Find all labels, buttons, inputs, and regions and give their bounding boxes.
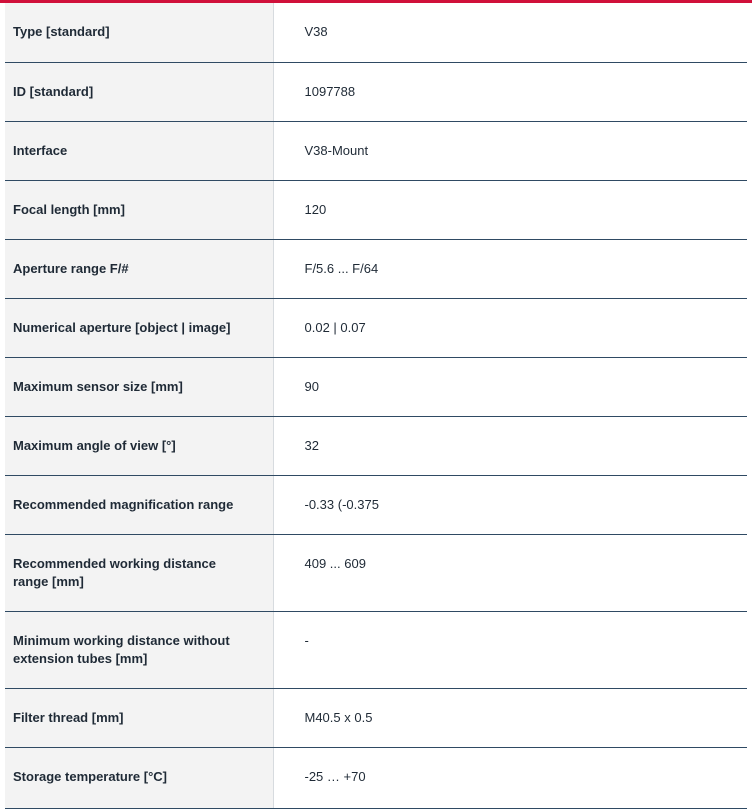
row-value: V38 — [273, 3, 747, 62]
row-value: 120 — [273, 180, 747, 239]
table-row — [5, 534, 747, 611]
row-value: - — [273, 611, 747, 688]
row-label: Storage temperature [°C] — [5, 747, 273, 808]
table-row — [5, 747, 747, 808]
table-row — [5, 611, 747, 688]
table-row — [5, 121, 747, 180]
row-label: Maximum sensor size [mm] — [5, 357, 273, 416]
row-value: 409 ... 609 — [273, 534, 747, 611]
row-label: Type [standard] — [5, 3, 273, 62]
row-value: 32 — [273, 416, 747, 475]
row-value: 1097788 — [273, 62, 747, 121]
row-value: V38-Mount — [273, 121, 747, 180]
row-label: Minimum working distance without extension tubes [mm] — [5, 611, 273, 688]
table-row — [5, 357, 747, 416]
row-label: Aperture range F/# — [5, 239, 273, 298]
row-value: 90 — [273, 357, 747, 416]
table-row — [5, 239, 747, 298]
row-label: Numerical aperture [object | image] — [5, 298, 273, 357]
spec-table — [5, 3, 747, 809]
table-row — [5, 180, 747, 239]
row-label: Maximum angle of view [°] — [5, 416, 273, 475]
row-label: Focal length [mm] — [5, 180, 273, 239]
table-row — [5, 298, 747, 357]
row-label: Recommended working distance range [mm] — [5, 534, 273, 611]
table-row — [5, 688, 747, 747]
table-row — [5, 3, 747, 62]
table-row — [5, 416, 747, 475]
row-value: -25 … +70 — [273, 747, 747, 808]
row-value: F/5.6 ... F/64 — [273, 239, 747, 298]
row-value: -0.33 (-0.375 — [273, 475, 747, 534]
table-row — [5, 62, 747, 121]
table-row — [5, 475, 747, 534]
row-value: 0.02 | 0.07 — [273, 298, 747, 357]
row-label: Recommended magnification range — [5, 475, 273, 534]
row-label: Interface — [5, 121, 273, 180]
row-value: M40.5 x 0.5 — [273, 688, 747, 747]
row-label: Filter thread [mm] — [5, 688, 273, 747]
row-label: ID [standard] — [5, 62, 273, 121]
